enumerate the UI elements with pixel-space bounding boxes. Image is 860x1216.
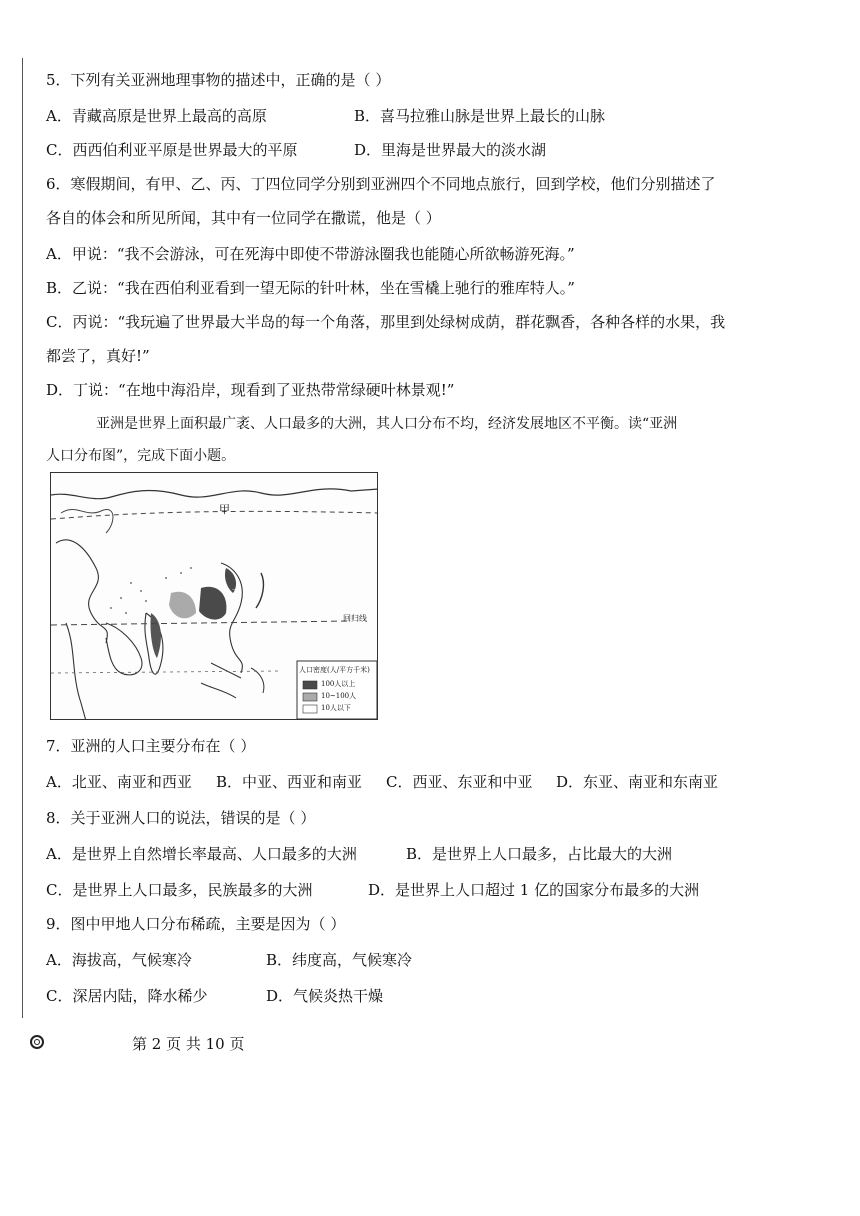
q7-option-a: A．北亚、南亚和西亚 bbox=[46, 773, 192, 791]
q8-option-d: D．是世界上人口超过 1 亿的国家分布最多的大洲 bbox=[368, 881, 700, 899]
q9-option-c: C．深居内陆，降水稀少 bbox=[46, 987, 208, 1005]
q7-option-b: B．中亚、西亚和南亚 bbox=[216, 773, 363, 791]
legend-item-medium: 10~100人 bbox=[321, 692, 357, 700]
q8-option-b: B．是世界上人口最多，占比最大的大洲 bbox=[406, 845, 673, 863]
binding-hole-icon bbox=[30, 1035, 44, 1049]
map-label-yi: 乙 bbox=[231, 587, 242, 600]
q5-option-d: D．里海是世界最大的淡水湖 bbox=[354, 141, 547, 159]
legend-item-high: 100人以上 bbox=[321, 680, 356, 688]
q6-option-a: A．甲说：“我不会游泳，可在死海中即使不带游泳圈我也能随心所欲畅游死海。” bbox=[46, 245, 575, 263]
asia-population-map bbox=[50, 472, 378, 720]
q5-option-c: C．西西伯利亚平原是世界最大的平原 bbox=[46, 141, 298, 159]
q9-option-b: B．纬度高，气候寒冷 bbox=[266, 951, 413, 969]
q6-stem-line2: 各自的体会和所见所闻，其中有一位同学在撒谎，他是（ ） bbox=[46, 209, 441, 227]
q9-option-d: D．气候炎热干燥 bbox=[266, 987, 384, 1005]
legend-item-low: 10人以下 bbox=[321, 704, 351, 712]
q6-option-c-line2: 都尝了，真好!” bbox=[46, 347, 150, 365]
q8-stem: 8．关于亚洲人口的说法，错误的是（ ） bbox=[46, 809, 316, 827]
intro-line1: 亚洲是世界上面积最广袤、人口最多的大洲，其人口分布不均，经济发展地区不平衡。读“亚洲 bbox=[96, 416, 678, 432]
q5-stem: 5．下列有关亚洲地理事物的描述中，正确的是（ ） bbox=[46, 71, 391, 89]
q7-stem: 7．亚洲的人口主要分布在（ ） bbox=[46, 737, 256, 755]
q6-option-c-line1: C．丙说：“我玩遍了世界最大半岛的每一个角落，那里到处绿树成荫，群花飘香，各种各样的水果，我 bbox=[46, 313, 726, 331]
map-label-jia: 甲 bbox=[219, 503, 230, 516]
q6-option-b: B．乙说：“我在西伯利亚看到一望无际的针叶林，坐在雪橇上驰行的雅库特人。” bbox=[46, 279, 575, 297]
page-number: 第 2 页 共 10 页 bbox=[132, 1035, 245, 1053]
q9-stem: 9．图中甲地人口分布稀疏，主要是因为（ ） bbox=[46, 915, 346, 933]
q8-option-c: C．是世界上人口最多，民族最多的大洲 bbox=[46, 881, 313, 899]
q6-stem-line1: 6．寒假期间，有甲、乙、丙、丁四位同学分别到亚洲四个不同地点旅行，回到学校，他们分别描述了 bbox=[46, 175, 716, 193]
legend-title: 人口密度(人/平方千米) bbox=[299, 666, 370, 674]
q8-option-a: A．是世界上自然增长率最高、人口最多的大洲 bbox=[46, 845, 357, 863]
q5-option-b: B．喜马拉雅山脉是世界上最长的山脉 bbox=[354, 107, 606, 125]
binding-margin-line bbox=[22, 58, 23, 1018]
map-label-tropic: 回归线 bbox=[343, 614, 367, 623]
q6-option-d: D．丁说：“在地中海沿岸，现看到了亚热带常绿硬叶林景观!” bbox=[46, 381, 455, 399]
q9-option-a: A．海拔高，气候寒冷 bbox=[46, 951, 192, 969]
q5-option-a: A．青藏高原是世界上最高的高原 bbox=[46, 107, 267, 125]
q7-option-d: D．东亚、南亚和东南亚 bbox=[556, 773, 719, 791]
q7-option-c: C．西亚、东亚和中亚 bbox=[386, 773, 533, 791]
intro-line2: 人口分布图”，完成下面小题。 bbox=[46, 448, 236, 464]
